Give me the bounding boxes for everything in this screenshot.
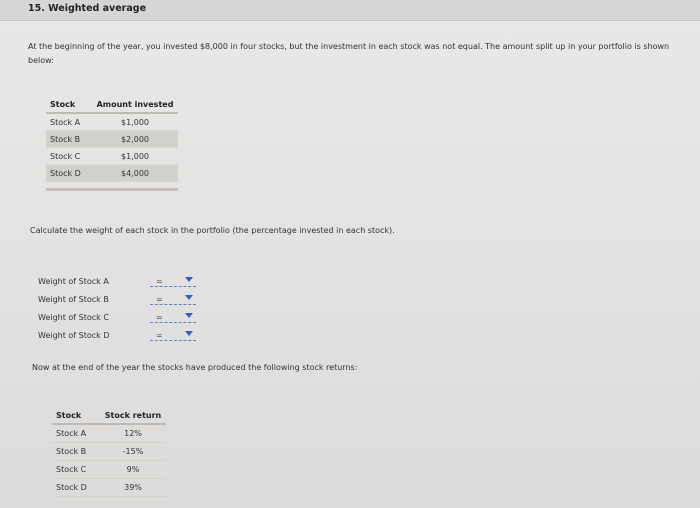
- table-row: [52, 424, 166, 443]
- intro-text: At the beginning of the year, you invested $8,000 in four stocks, but the investment in each stock was not equal. The amount split up in your portfolio is shown below:: [28, 42, 670, 65]
- returns-table: [52, 407, 166, 497]
- weight-label: Weight of Stock A: [38, 277, 109, 286]
- table-row: [46, 165, 178, 182]
- table-row: [46, 113, 178, 131]
- stock-return: 9%: [100, 461, 166, 479]
- calc-prompt: Calculate the weight of each stock in the portfolio (the percentage invested in each stock).: [30, 226, 395, 235]
- dropdown-arrow-icon: [185, 295, 193, 300]
- stock-return: 12%: [100, 424, 166, 443]
- col-header-amount: Amount invested: [92, 96, 178, 113]
- amount-invested: $4,000: [92, 165, 178, 182]
- weight-b-dropdown[interactable]: [150, 292, 196, 305]
- stock-name: Stock D: [46, 165, 92, 182]
- col-header-stock: Stock: [46, 96, 92, 113]
- equals-sign: =: [156, 277, 163, 286]
- question-title: 15. Weighted average: [28, 3, 147, 14]
- dropdown-arrow-icon: [185, 331, 193, 336]
- dropdown-arrow-icon: [185, 313, 193, 318]
- returns-intro: Now at the end of the year the stocks have produced the following stock returns:: [32, 363, 358, 372]
- weight-d-dropdown[interactable]: [150, 328, 196, 341]
- stock-name: Stock D: [52, 479, 100, 497]
- table-divider: [46, 182, 178, 190]
- table-row: [52, 443, 166, 461]
- stock-name: Stock C: [52, 461, 100, 479]
- weight-label: Weight of Stock C: [38, 313, 109, 322]
- table-row: [46, 131, 178, 148]
- weight-label: Weight of Stock B: [38, 295, 109, 304]
- table-row: [46, 148, 178, 165]
- equals-sign: =: [156, 313, 163, 322]
- question-header: [0, 0, 700, 21]
- stock-return: 39%: [100, 479, 166, 497]
- stock-name: Stock A: [52, 424, 100, 443]
- stock-name: Stock B: [46, 131, 92, 148]
- amount-invested: $1,000: [92, 113, 178, 131]
- equals-sign: =: [156, 331, 163, 340]
- investment-table: [46, 96, 178, 191]
- amount-invested: $1,000: [92, 148, 178, 165]
- stock-return: -15%: [100, 443, 166, 461]
- table-row: [52, 461, 166, 479]
- stock-name: Stock C: [46, 148, 92, 165]
- table-row: [52, 479, 166, 497]
- dropdown-arrow-icon: [185, 277, 193, 282]
- amount-invested: $2,000: [92, 131, 178, 148]
- equals-sign: =: [156, 295, 163, 304]
- weight-label: Weight of Stock D: [38, 331, 110, 340]
- col-header-stock: Stock: [52, 407, 100, 424]
- stock-name: Stock B: [52, 443, 100, 461]
- weight-a-dropdown[interactable]: [150, 274, 196, 287]
- col-header-return: Stock return: [100, 407, 166, 424]
- stock-name: Stock A: [46, 113, 92, 131]
- weight-c-dropdown[interactable]: [150, 310, 196, 323]
